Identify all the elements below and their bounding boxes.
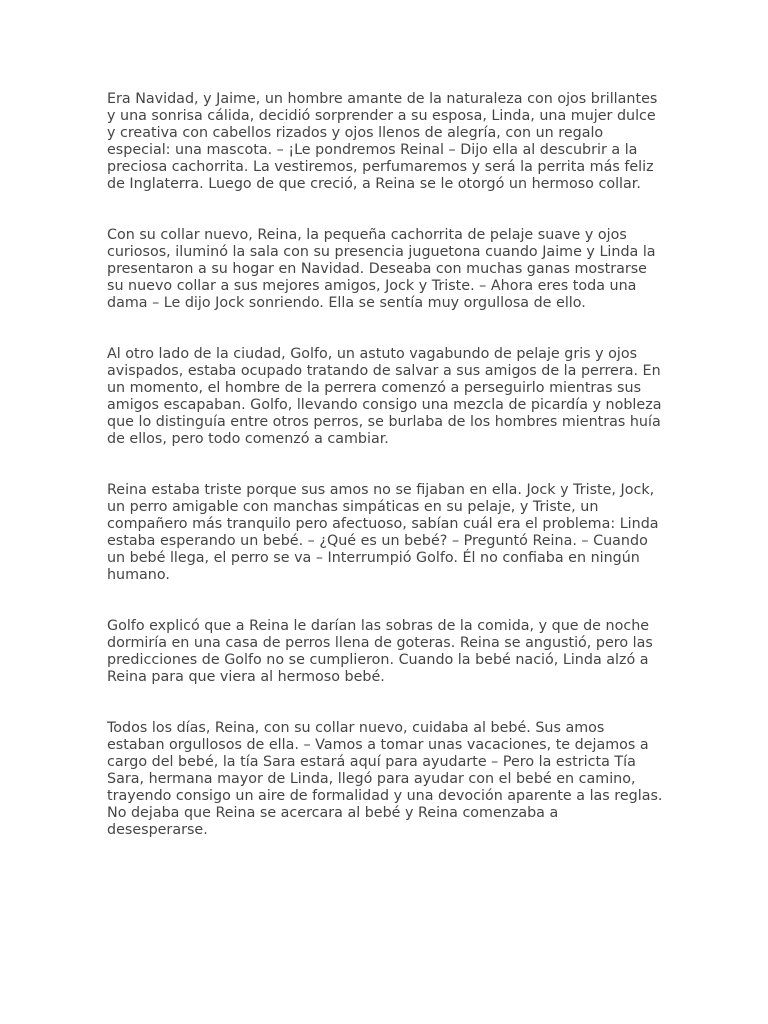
paragraph-5: Golfo explicó que a Reina le darían las sobras de la comida, y que de noche dormiría en una casa de perros llena de goteras. Reina se angustió, pero las predicciones de Golfo no se cumplieron. Cuando la bebé nació, Linda alzó a Reina para que viera al hermoso bebé. [107,618,653,685]
paragraph-3: Al otro lado de la ciudad, Golfo, un astuto vagabundo de pelaje gris y ojos avispados, estaba ocupado tratando de salvar a sus amigos de la perrera. En un momento, el hombre de la perrera comenzó a perseguirlo mientras sus amigos escapaban. Golfo, llevando consigo una mezcla de picardía y nobleza que lo distinguía entre otros perros, se burlaba de los hombres mientras huía de ellos, pero todo comenzó a cambiar. [107,346,662,447]
paragraph-4: Reina estaba triste porque sus amos no se fijaban en ella. Jock y Triste, Jock, un perro amigable con manchas simpáticas en su pelaje, y Triste, un compañero más tranquilo pero afectuoso, sabían cuál era el problema: Linda estaba esperando un bebé. – ¿Qué es un bebé? – Preguntó Reina. – Cuando un bebé llega, el perro se va – Interrumpió Golfo. Él no confiaba en ningún humano. [107,482,659,583]
paragraph-6: Todos los días, Reina, con su collar nuevo, cuidaba al bebé. Sus amos estaban orgullosos de ella. – Vamos a tomar unas vacaciones, te dejamos a cargo del bebé, la tía Sara estará aquí para ayudarte – Pero la estricta Tía Sara, hermana mayor de Linda, llegó para ayudar con el bebé en camino, trayendo consigo un aire de formalidad y una devoción aparente a las reglas. No dejaba que Reina se acercara al bebé y Reina comenzaba a desesperarse. [107,720,663,838]
paragraph-1: Era Navidad, y Jaime, un hombre amante de la naturaleza con ojos brillantes y una sonrisa cálida, decidió sorprender a su esposa, Linda, una mujer dulce y creativa con cabellos rizados y ojos llenos de alegría, con un regalo especial: una mascota. – ¡Le pondremos Reinal – Dijo ella al descubrir a la preciosa cachorrita. La vestiremos, perfumaremos y será la perrita más feliz de Inglaterra. Luego de que creció, a Reina se le otorgó un hermoso collar. [107,91,658,192]
story-text [107,91,663,873]
paragraph-2: Con su collar nuevo, Reina, la pequeña cachorrita de pelaje suave y ojos curiosos, iluminó la sala con su presencia juguetona cuando Jaime y Linda la presentaron a su hogar en Navidad. Deseaba con muchas ganas mostrarse su nuevo collar a sus mejores amigos, Jock y Triste. – Ahora eres toda una dama – Le dijo Jock sonriendo. Ella se sentía muy orgullosa de ello. [107,227,656,311]
